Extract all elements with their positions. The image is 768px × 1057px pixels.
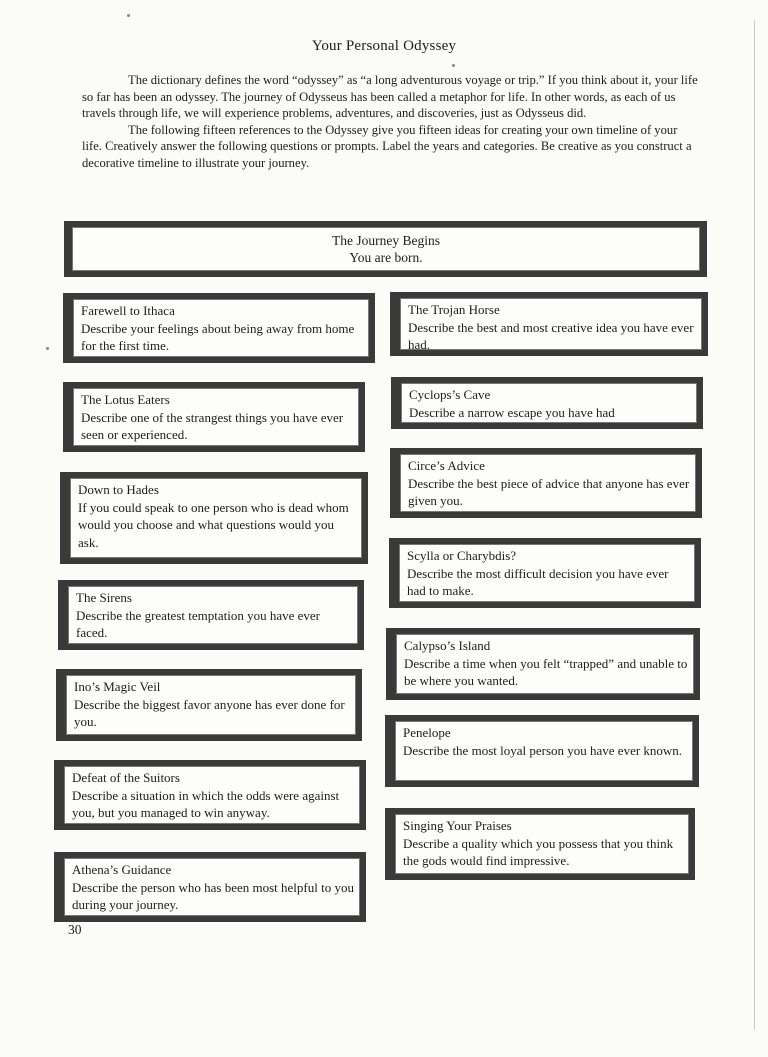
prompt-text: Describe the best and most creative idea you have ever had. [408,319,694,352]
prompt-box-farewell-to-ithaca [63,293,375,363]
prompt-text: Describe one of the strangest things you have ever seen or experienced. [81,409,344,442]
prompt-title: Scylla or Charybdis? [407,548,517,563]
prompt-title: Penelope [403,725,451,740]
prompt-title: Cyclops’s Cave [409,387,491,402]
prompt-text: Describe a time when you felt “trapped” and unable to be where you wanted. [404,655,688,688]
prompt-box-scylla-or-charybdis [389,538,701,608]
prompt-title: The Sirens [76,590,132,605]
journey-begins-text: You are born. [349,250,423,265]
prompt-title: Singing Your Praises [403,818,512,833]
prompt-title: Ino’s Magic Veil [74,679,161,694]
prompt-text: Describe the biggest favor anyone has ever done for you. [74,696,345,729]
prompt-box-sirens [58,580,364,650]
prompt-box-calypsos-island [386,628,700,700]
prompt-text: Describe your feelings about being away from home for the first time. [81,320,355,353]
page-edge-line [754,20,755,1030]
scan-speck [127,14,130,17]
prompt-title: The Lotus Eaters [81,392,170,407]
prompt-box-lotus-eaters [63,382,365,452]
journey-begins-box [64,221,707,277]
prompt-title: Athena’s Guidance [72,862,172,877]
prompt-text: Describe the most loyal person you have ever known. [403,742,683,758]
intro-paragraph-1: The dictionary defines the word “odyssey” as “a long adventurous voyage or trip.” If you think about it, your life so far has been an odyssey. The journey of Odysseus has been called a metaphor for life. In other words, as each of us travels through life, we will experience problems, adventures, and discoveries, just as Odysseus did. [82,73,698,121]
scan-speck [46,347,49,350]
prompt-title: Calypso’s Island [404,638,491,653]
scan-speck [452,64,455,67]
prompt-box-circes-advice [390,448,702,518]
prompt-text: Describe a quality which you possess that you think the gods would find impressive. [403,835,674,868]
prompt-title: Farewell to Ithaca [81,303,175,318]
prompt-text: Describe the greatest temptation you have ever faced. [76,607,321,640]
prompt-box-down-to-hades [60,472,368,564]
prompt-box-athenas-guidance [54,852,366,922]
intro-paragraph-2: The following fifteen references to the Odyssey give you fifteen ideas for creating your own timeline of your life. Creatively answer the following questions or prompts. Label the years and categories. Be creative as you construct a decorative timeline to illustrate your journey. [82,122,692,170]
prompt-box-cyclops-cave [391,377,703,429]
prompt-box-penelope [385,715,699,787]
prompt-title: Defeat of the Suitors [72,770,180,785]
prompt-text: Describe the best piece of advice that anyone has ever given you. [408,475,690,508]
prompt-title: Circe’s Advice [408,458,485,473]
prompt-text: Describe a situation in which the odds were against you, but you managed to win anyway. [72,787,340,820]
prompt-text: If you could speak to one person who is dead whom would you choose and what questions would you ask. [78,499,349,550]
prompt-text: Describe a narrow escape you have had [409,404,615,420]
prompt-title: Down to Hades [78,482,159,497]
prompt-box-trojan-horse [390,292,708,356]
prompt-box-singing-your-praises [385,808,695,880]
prompt-title: The Trojan Horse [408,302,500,317]
prompt-box-defeat-of-the-suitors [54,760,366,830]
page-title: Your Personal Odyssey [311,38,457,54]
prompt-box-inos-magic-veil [56,669,362,741]
page-number: 30 [68,922,82,937]
intro-text [82,72,698,172]
journey-begins-title: The Journey Begins [332,233,440,248]
prompt-text: Describe the person who has been most helpful to you during your journey. [72,879,354,912]
prompt-text: Describe the most difficult decision you have ever had to make. [407,565,669,598]
